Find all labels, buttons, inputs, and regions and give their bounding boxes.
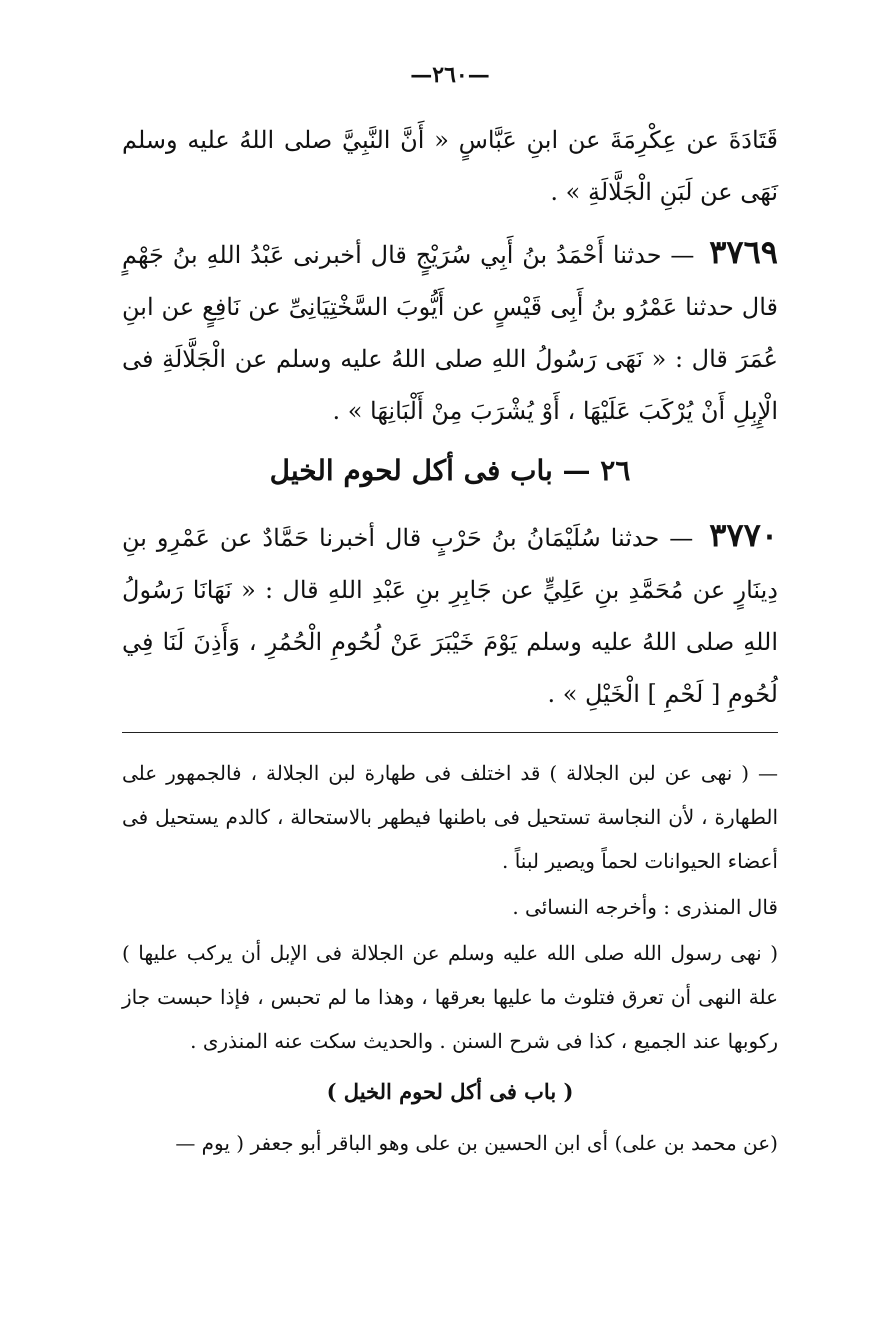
hadith-3769	[122, 226, 778, 437]
commentary-paragraph: ( نهى رسول الله صلى الله عليه وسلم عن الجلالة فى الإبل أن يركب عليها ) علة النهى أن تعرق فتلوث ما عليها بعرقها ، وهذا ما لم تحبس ، فإذا حبست جاز ركوبها عند الجميع ، كذا فى شرح السنن . والحديث سكت عنه المنذرى .	[122, 941, 779, 1053]
hadith-number: ٣٧٧٠	[709, 516, 778, 554]
hadith-text: — حدثنا سُلَيْمَانُ بنُ حَرْبٍ قال أخبرنا حَمَّادٌ عن عَمْرِو بنِ دِينَارٍ عن مُحَمَّدِ بنِ عَلِيٍّ عن جَابِرِ بنِ عَبْدِ اللهِ قال : « نَهَانَا رَسُولُ اللهِ صلى اللهُ عليه وسلم يَوْمَ خَيْبَرَ عَنْ لُحُومِ الْحُمُرِ ، وَأَذِنَ لَنَا فِي لُحُومِ [ لَحْمِ ] الْخَيْلِ » .	[122, 524, 778, 708]
page-number: —٢٦٠—	[410, 62, 490, 88]
hadith-number: ٣٧٦٩	[709, 233, 778, 271]
hadith-continuation: قَتَادَةَ عن عِكْرِمَةَ عن ابنِ عَبَّاسٍ « أَنَّ النَّبِيَّ صلى اللهُ عليه وسلم نَهَى عن لَبَنِ الْجَلَّالَةِ » .	[122, 126, 778, 206]
commentary-paragraph: (عن محمد بن على) أى ابن الحسين بن على وهو الباقر أبو جعفر ( يوم —	[175, 1131, 778, 1155]
commentary-section-title: ( باب فى أكل لحوم الخيل )	[326, 1079, 574, 1104]
main-text	[122, 114, 778, 720]
commentary-paragraph: — ( نهى عن لبن الجلالة ) قد اختلف فى طهارة لبن الجلالة ، فالجمهور على الطهارة ، لأن النجاسة تستحيل فى باطنها فيطهر بالاستحالة ، كالدم يستحيل فى أعضاء الحيوانات لحماً ويصير لبناً .	[122, 761, 778, 873]
commentary-paragraph: قال المنذرى : وأخرجه النسائى .	[512, 895, 778, 919]
commentary	[122, 751, 778, 1165]
footnote-divider	[122, 732, 778, 733]
hadith-3770	[122, 509, 778, 720]
hadith-text: — حدثنا أَحْمَدُ بنُ أَبِي سُرَيْجٍ قال أخبرنى عَبْدُ اللهِ بنُ جَهْمٍ قال حدثنا عَمْرُو بنُ أَبِى قَيْسٍ عن أَيُّوبَ السَّخْتِيَانِىِّ عن نَافِعٍ عن ابنِ عُمَرَ قال : « نَهَى رَسُولُ اللهِ صلى اللهُ عليه وسلم عن الْجَلَّالَةِ فى الْإِبِلِ أَنْ يُرْكَبَ عَلَيْهَا ، أَوْ يُشْرَبَ مِنْ أَلْبَانِهَا » .	[122, 241, 778, 425]
chapter-title: ٢٦ — باب فى أكل لحوم الخيل	[269, 454, 631, 487]
